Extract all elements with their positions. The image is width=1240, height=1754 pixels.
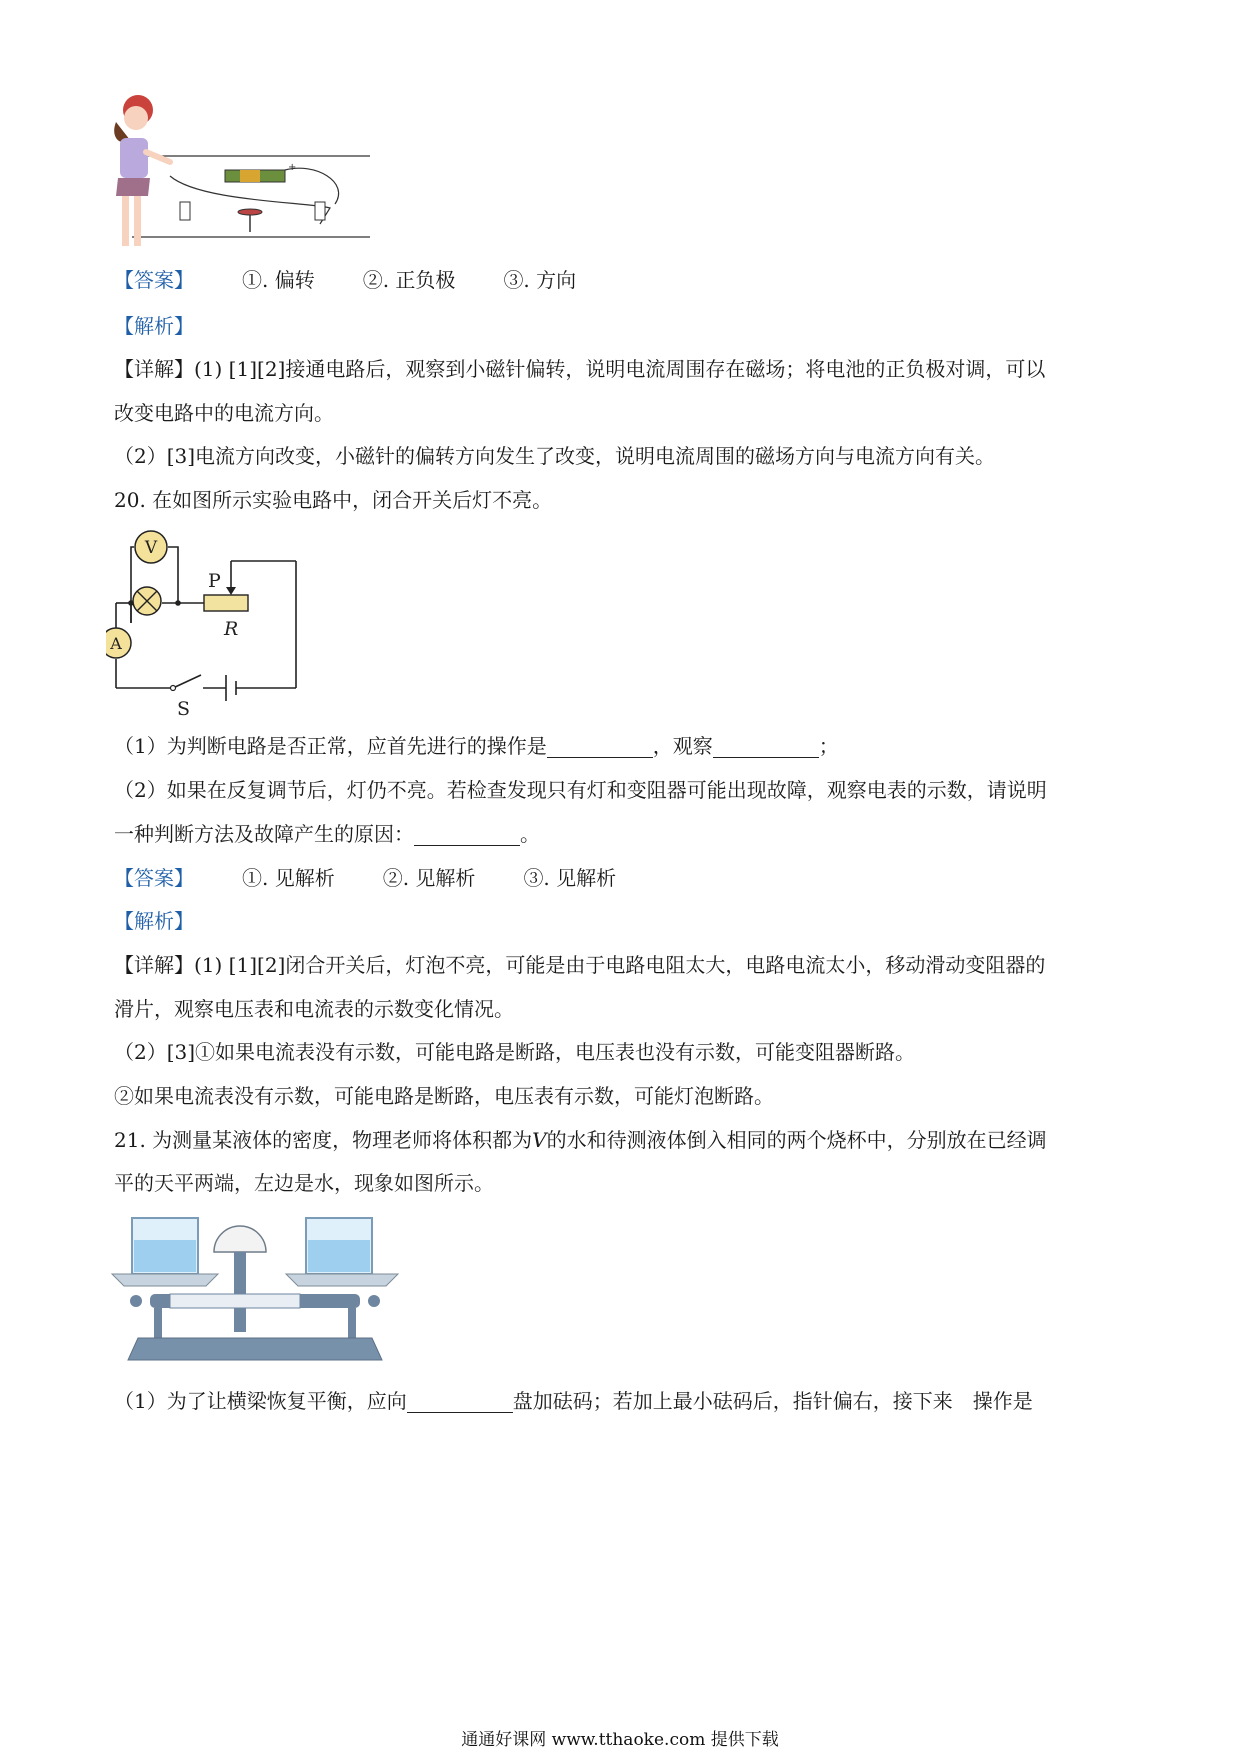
question-part-1 — [114, 1389, 1033, 1413]
answer-tag: 【答案】 — [114, 268, 194, 292]
answer-option: ③. 见解析 — [523, 866, 617, 890]
question-part-1 — [114, 734, 839, 758]
switch-label: S — [177, 698, 191, 720]
ammeter-label: A — [110, 634, 122, 653]
part-text: 。 — [520, 822, 540, 846]
answer-tag: 【答案】 — [114, 866, 194, 890]
page-footer: 通通好课网 www.tthaoke.com 提供下载 — [461, 1730, 779, 1750]
part-text: ，观察 — [652, 734, 713, 758]
q20-answer-line — [114, 866, 616, 890]
question-stem-cont: 平的天平两端，左边是水，现象如图所示。 — [114, 1171, 494, 1195]
slider-label: P — [208, 570, 221, 592]
circuit-diagram — [106, 525, 346, 725]
part-text: （1）为判断电路是否正常，应首先进行的操作是 — [114, 734, 547, 758]
magnet-experiment-figure — [110, 92, 380, 254]
svg-text:+: + — [288, 162, 297, 173]
resistor-label: R — [224, 618, 239, 640]
answer-option: ②. 正负极 — [362, 268, 456, 292]
answer-blank[interactable] — [414, 825, 520, 846]
answer-option: ①. 见解析 — [242, 866, 335, 890]
part-text: 一种判断方法及故障产生的原因： — [114, 822, 414, 846]
balance-scale-figure — [110, 1210, 410, 1378]
answer-option: ①. 偏转 — [242, 268, 315, 292]
question-part-2-cont — [114, 822, 540, 846]
detail-text: （2）[3]电流方向改变，小磁针的偏转方向发生了改变，说明电流周围的磁场方向与电流方向有关。 — [114, 444, 996, 468]
detail-text: 【详解】(1) [1][2]闭合开关后，灯泡不亮，可能是由于电路电阻太大，电路电流太小，移动滑动变阻器的 — [114, 953, 1046, 977]
detail-text: （2）[3]①如果电流表没有示数，可能电路是断路，电压表也没有示数，可能变阻器断路。 — [114, 1040, 916, 1064]
answer-blank[interactable] — [547, 737, 653, 758]
analysis-tag: 【解析】 — [114, 314, 194, 338]
q19-answer-line — [114, 268, 576, 292]
voltmeter-label: V — [144, 538, 158, 558]
stem-text: 21. 为测量某液体的密度，物理老师将体积都为 — [114, 1128, 533, 1152]
answer-blank[interactable] — [407, 1392, 513, 1413]
detail-text: 改变电路中的电流方向。 — [114, 401, 334, 425]
detail-text: 【详解】(1) [1][2]接通电路后，观察到小磁针偏转，说明电流周围存在磁场；将电池的正负极对调，可以 — [114, 357, 1046, 381]
detail-text: 滑片，观察电压表和电流表的示数变化情况。 — [114, 997, 514, 1021]
part-text: （1）为了让横梁恢复平衡，应向 — [114, 1389, 407, 1413]
stem-variable: V — [532, 1128, 547, 1152]
part-text: ； — [818, 734, 839, 758]
question-stem — [114, 1128, 1047, 1152]
answer-option: ③. 方向 — [503, 268, 577, 292]
question-part-2: （2）如果在反复调节后，灯仍不亮。若检查发现只有灯和变阻器可能出现故障，观察电表的示数，请说明 — [114, 778, 1047, 802]
analysis-tag: 【解析】 — [114, 909, 194, 933]
answer-option: ②. 见解析 — [382, 866, 476, 890]
stem-text: 的水和待测液体倒入相同的两个烧杯中，分别放在已经调 — [546, 1128, 1047, 1152]
detail-text: ②如果电流表没有示数，可能电路是断路，电压表有示数，可能灯泡断路。 — [114, 1084, 774, 1108]
answer-blank[interactable] — [713, 737, 819, 758]
part-text: 盘加砝码；若加上最小砝码后，指针偏右，接下来 操作是 — [512, 1389, 1033, 1413]
question-stem: 20. 在如图所示实验电路中，闭合开关后灯不亮。 — [114, 488, 553, 512]
